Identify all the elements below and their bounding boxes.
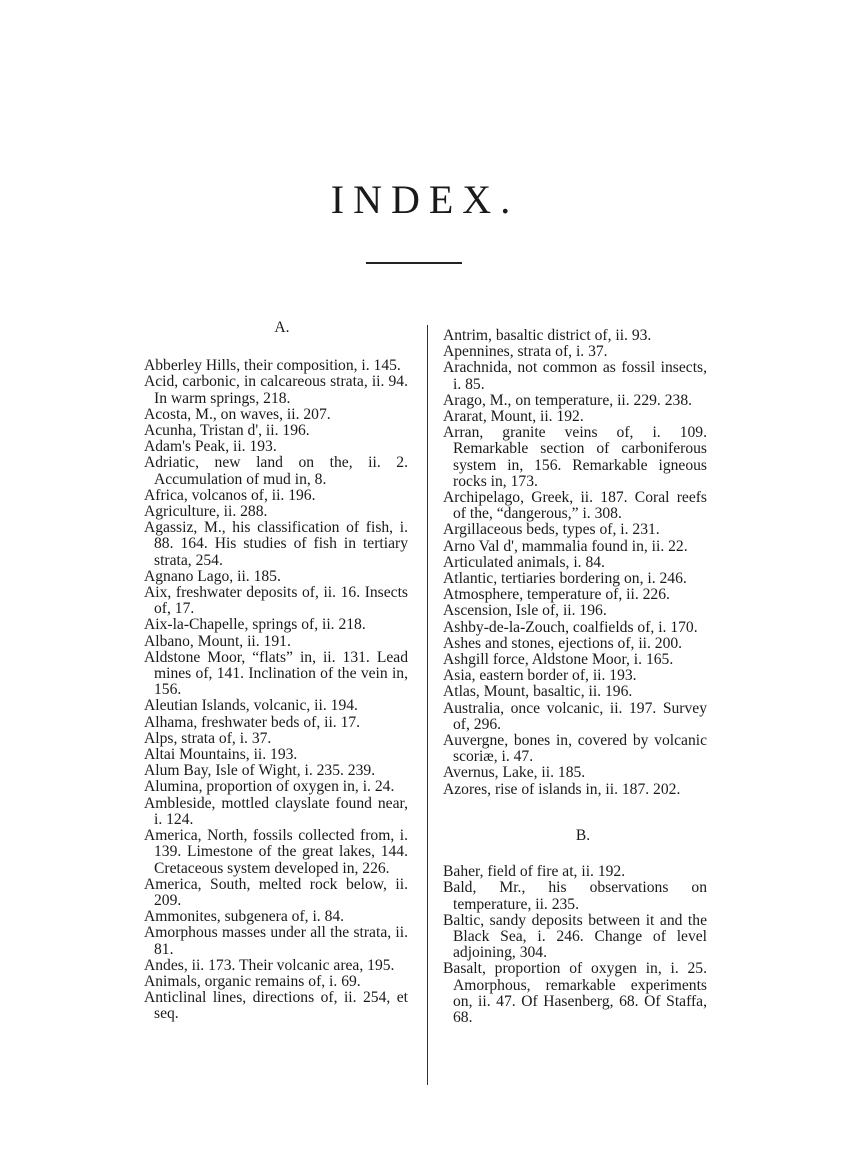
index-entry: Baltic, sandy deposits between it and the Black Sea, i. 246. Change of level adjoining, 304. [443, 911, 707, 962]
index-entry: Albano, Mount, ii. 191. [144, 632, 291, 650]
section-heading-a: A. [274, 319, 290, 336]
index-entry: Adriatic, new land on the, ii. 2. Accumulation of mud in, 8. [144, 454, 408, 488]
right-entry-list-a [443, 328, 707, 798]
index-entry: Ascension, Isle of, ii. 196. [443, 602, 607, 620]
index-entry: Agnano Lago, ii. 185. [144, 567, 281, 585]
index-entry: Ashes and stones, ejections of, ii. 200. [443, 634, 683, 652]
index-entry: Amorphous masses under all the strata, ii. 81. [144, 924, 408, 958]
title-rule [366, 262, 462, 264]
index-entry: Acosta, M., on waves, ii. 207. [144, 405, 331, 423]
index-entry: Atlantic, tertiaries bordering on, i. 246. [443, 570, 687, 588]
index-entry: Baher, field of fire at, ii. 192. [443, 863, 626, 881]
index-entry: Ararat, Mount, ii. 192. [443, 408, 584, 426]
index-entry: Atlas, Mount, basaltic, ii. 196. [443, 683, 633, 701]
index-entry: Acunha, Tristan d', ii. 196. [144, 422, 310, 440]
index-entry: Apennines, strata of, i. 37. [443, 343, 608, 361]
left-entry-list [144, 358, 408, 1022]
index-entry: America, South, melted rock below, ii. 209. [144, 875, 408, 909]
index-entry: Archipelago, Greek, ii. 187. Coral reefs of the, “dangerous,” i. 308. [443, 489, 707, 523]
right-entry-list-b [443, 864, 707, 1026]
index-entry: Arago, M., on temperature, ii. 229. 238. [443, 391, 693, 409]
index-entry: Africa, volcanos of, ii. 196. [144, 486, 316, 504]
index-entry: Aix-la-Chapelle, springs of, ii. 218. [144, 616, 366, 634]
index-entry: Aldstone Moor, “flats” in, ii. 131. Lead mines of, 141. Inclination of the vein in, 156. [144, 648, 408, 699]
section-heading-b: B. [575, 826, 591, 844]
index-entry: Arran, granite veins of, i. 109. Remarkable section of carboniferous system in, 156. Remarkable igneous rocks in, 173. [443, 424, 707, 490]
index-entry: Ashgill force, Aldstone Moor, i. 165. [443, 651, 674, 669]
index-entry: Agriculture, ii. 288. [144, 503, 268, 521]
index-entry: Asia, eastern border of, ii. 193. [443, 667, 637, 685]
page-title: INDEX. [330, 177, 520, 222]
index-entry: Articulated animals, i. 84. [443, 553, 605, 571]
index-entry: Avernus, Lake, ii. 185. [443, 764, 586, 782]
index-entry: Animals, organic remains of, i. 69. [144, 972, 361, 990]
index-entry: Bald, Mr., his observations on temperature, ii. 235. [443, 879, 707, 913]
index-entry: Australia, once volcanic, ii. 197. Survey of, 296. [443, 699, 707, 733]
index-entry: Acid, carbonic, in calcareous strata, ii. 94. In warm springs, 218. [144, 373, 408, 407]
index-entry: Arachnida, not common as fossil insects, i. 85. [443, 359, 707, 393]
index-entry: Basalt, proportion of oxygen in, i. 25. Amorphous, remarkable experiments on, ii. 47. Of Hasenberg, 68. Of Staffa, 68. [443, 960, 707, 1026]
index-entry: Arno Val d', mammalia found in, ii. 22. [443, 537, 688, 555]
right-column [443, 328, 707, 1026]
index-entry: Adam's Peak, ii. 193. [144, 438, 277, 456]
left-column [144, 320, 408, 1023]
index-entry: Ambleside, mottled clayslate found near, i. 124. [144, 794, 408, 828]
index-entry: Anticlinal lines, directions of, ii. 254, et seq. [144, 989, 408, 1023]
index-entry: Aix, freshwater deposits of, ii. 16. Insects of, 17. [144, 584, 408, 618]
index-entry: Atmosphere, temperature of, ii. 226. [443, 586, 670, 604]
index-entry: Alhama, freshwater beds of, ii. 17. [144, 713, 361, 731]
index-entry: Abberley Hills, their composition, i. 145. [144, 357, 401, 375]
index-entry: Azores, rise of islands in, ii. 187. 202. [443, 780, 681, 798]
column-divider [427, 325, 428, 1085]
index-entry: Antrim, basaltic district of, ii. 93. [443, 327, 652, 344]
index-entry: Argillaceous beds, types of, i. 231. [443, 521, 660, 539]
index-entry: Alumina, proportion of oxygen in, i. 24. [144, 778, 395, 796]
index-entry: Alum Bay, Isle of Wight, i. 235. 239. [144, 762, 376, 780]
index-entry: Andes, ii. 173. Their volcanic area, 195. [144, 956, 395, 974]
index-entry: Altai Mountains, ii. 193. [144, 746, 298, 764]
index-entry: Agassiz, M., his classification of fish, i. 88. 164. His studies of fish in tertiary strata, 254. [144, 519, 408, 569]
index-entry: Ashby-de-la-Zouch, coalfields of, i. 170. [443, 618, 698, 636]
index-entry: Auvergne, bones in, covered by volcanic scoriæ, i. 47. [443, 732, 707, 766]
index-entry: Alps, strata of, i. 37. [144, 729, 272, 747]
index-entry: Ammonites, subgenera of, i. 84. [144, 908, 345, 926]
index-entry: America, North, fossils collected from, i. 139. Limestone of the great lakes, 144. Cretaceous system developed in, 226. [144, 827, 408, 877]
index-entry: Aleutian Islands, volcanic, ii. 194. [144, 697, 358, 715]
